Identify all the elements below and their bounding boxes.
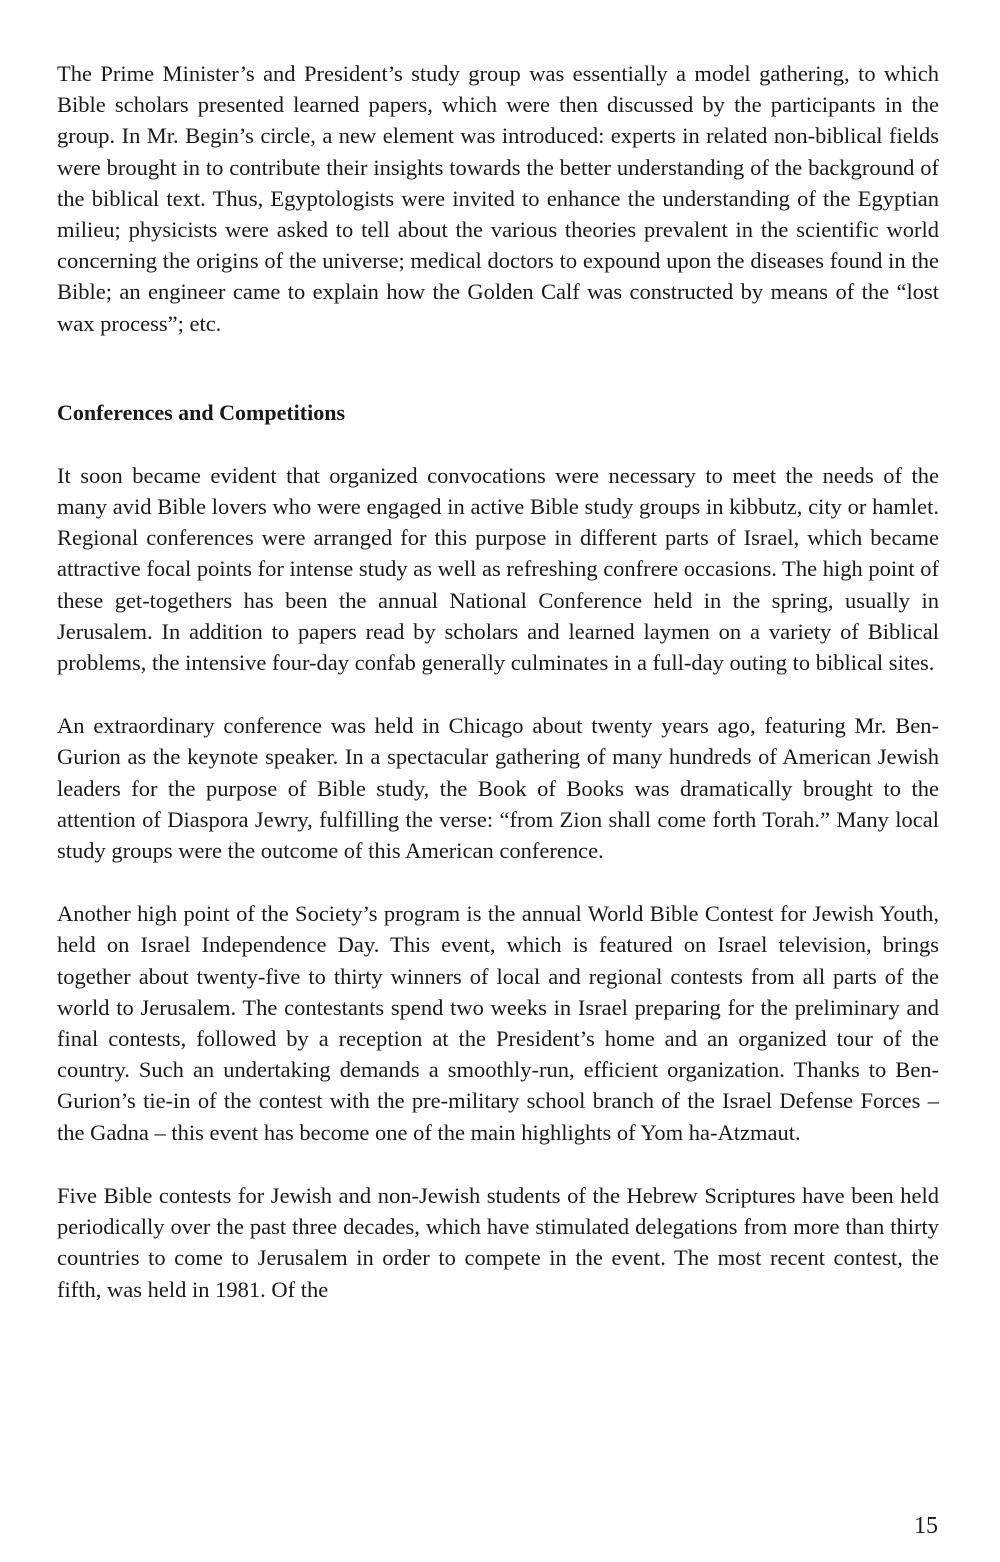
- paragraph-study-group: The Prime Minister’s and President’s study group was essentially a model gathering, to which Bible scholars presented learned papers, which were then discussed by the participants in the group. In Mr. Begin’s circle, a new element was introduced: experts in related non-biblical fields were brought in to contribute their insights towards the better understanding of the background of the biblical text. Thus, Egyptologists were invited to enhance the understanding of the Egyptian milieu; physicists were asked to tell about the various theories prevalent in the scientific world concerning the origins of the universe; medical doctors to expound upon the diseases found in the Bible; an engineer came to explain how the Golden Calf was constructed by means of the “lost wax process”; etc.: [57, 61, 939, 336]
- paragraph-chicago-conference: An extraordinary conference was held in Chicago about twenty years ago, featuring Mr. Ben-Gurion as the keynote speaker. In a spectacular gathering of many hundreds of American Jewish leaders for the purpose of Bible study, the Book of Books was dramatically brought to the attention of Diaspora Jewry, fulfilling the verse: “from Zion shall come forth Torah.” Many local study groups were the outcome of this American conference.: [57, 713, 939, 864]
- document-page: [57, 58, 939, 1305]
- paragraph-five-contests: Five Bible contests for Jewish and non-Jewish students of the Hebrew Scriptures have been held periodically over the past three decades, which have stimulated delegations from more than thirty countries to come to Jerusalem in order to compete in the event. The most recent contest, the fifth, was held in 1981. Of the: [57, 1182, 939, 1302]
- paragraph-convocations: It soon became evident that organized convocations were necessary to meet the needs of the many avid Bible lovers who were engaged in active Bible study groups in kibbutz, city or hamlet. Regional conferences were arranged for this purpose in different parts of Israel, which became attractive focal points for intense study as well as refreshing confrere occasions. The high point of these get-togethers has been the annual National Conference held in the spring, usually in Jerusalem. In addition to papers read by scholars and learned laymen on a variety of Biblical problems, the intensive four-day confab generally culminates in a full-day outing to biblical sites.: [57, 462, 939, 676]
- page-number: 15: [914, 1513, 938, 1539]
- section-heading: Conferences and Competitions: [57, 399, 346, 425]
- paragraph-world-bible-contest: Another high point of the Society’s program is the annual World Bible Contest for Jewish Youth, held on Israel Independence Day. This event, which is featured on Israel television, brings together about twenty-five to thirty winners of local and regional contests from all parts of the world to Jerusalem. The contestants spend two weeks in Israel preparing for the preliminary and final contests, followed by a reception at the President’s home and an organized tour of the country. Such an undertaking demands a smoothly-run, efficient organization. Thanks to Ben-Gurion’s tie-in of the contest with the pre-military school branch of the Israel Defense Forces – the Gadna – this event has become one of the main highlights of Yom ha-Atzmaut.: [57, 901, 939, 1145]
